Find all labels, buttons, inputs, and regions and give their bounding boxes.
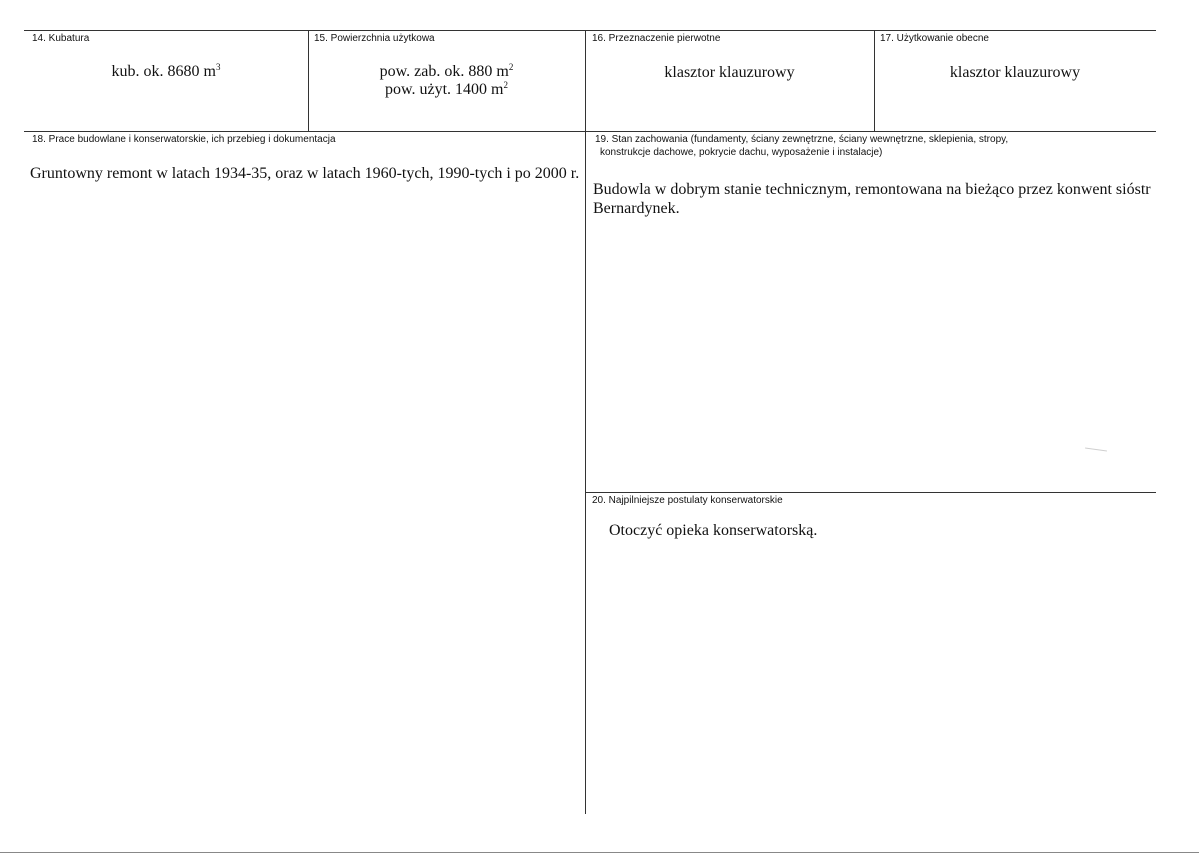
col-divider-16 — [585, 30, 586, 814]
box18-value: Gruntowny remont w latach 1934-35, oraz w latach 1960-tych, 1990-tych i po 2000 r. — [30, 165, 580, 182]
box15-label: 15. Powierzchnia użytkowa — [314, 33, 435, 44]
box17-value: klasztor klauzurowy — [949, 64, 1081, 81]
box19-value-line2: Bernardynek. — [593, 200, 680, 217]
box20-label: 20. Najpilniejsze postulaty konserwatorskie — [592, 495, 783, 506]
pow-zab-sup: 2 — [508, 62, 514, 72]
kubatura-sup: 3 — [215, 62, 221, 72]
pow-zab-text: pow. zab. ok. 880 m — [379, 63, 509, 80]
scan-mark — [1085, 447, 1107, 451]
box16-label: 16. Przeznaczenie pierwotne — [592, 33, 721, 44]
top-border-line — [24, 30, 1156, 31]
row-divider-line — [24, 131, 1156, 132]
box18-label: 18. Prace budowlane i konserwatorskie, ich przebieg i dokumentacja — [32, 134, 336, 145]
pow-uzyt-sup: 2 — [503, 80, 508, 90]
box16-value: klasztor klauzurowy — [664, 64, 795, 81]
page-bottom-edge — [0, 852, 1199, 853]
box15-value — [308, 63, 585, 99]
box19-label-line1: 19. Stan zachowania (fundamenty, ściany zewnętrzne, ściany wewnętrzne, sklepienia, stropy, — [595, 134, 1009, 145]
box19-label-line2: konstrukcje dachowe, pokrycie dachu, wyposażenie i instalacje) — [600, 147, 883, 158]
box14-value — [24, 63, 308, 81]
kubatura-text: kub. ok. 8680 m — [111, 63, 216, 80]
box20-value: Otoczyć opieka konserwatorską. — [609, 522, 818, 539]
box19-value-line1: Budowla w dobrym stanie technicznym, remontowana na bieżąco przez konwent sióstr — [593, 181, 1151, 198]
pow-uzyt-text: pow. użyt. 1400 m — [384, 81, 504, 98]
box14-label: 14. Kubatura — [32, 33, 90, 44]
box20-top-line — [585, 492, 1156, 493]
box17-label: 17. Użytkowanie obecne — [880, 33, 989, 44]
